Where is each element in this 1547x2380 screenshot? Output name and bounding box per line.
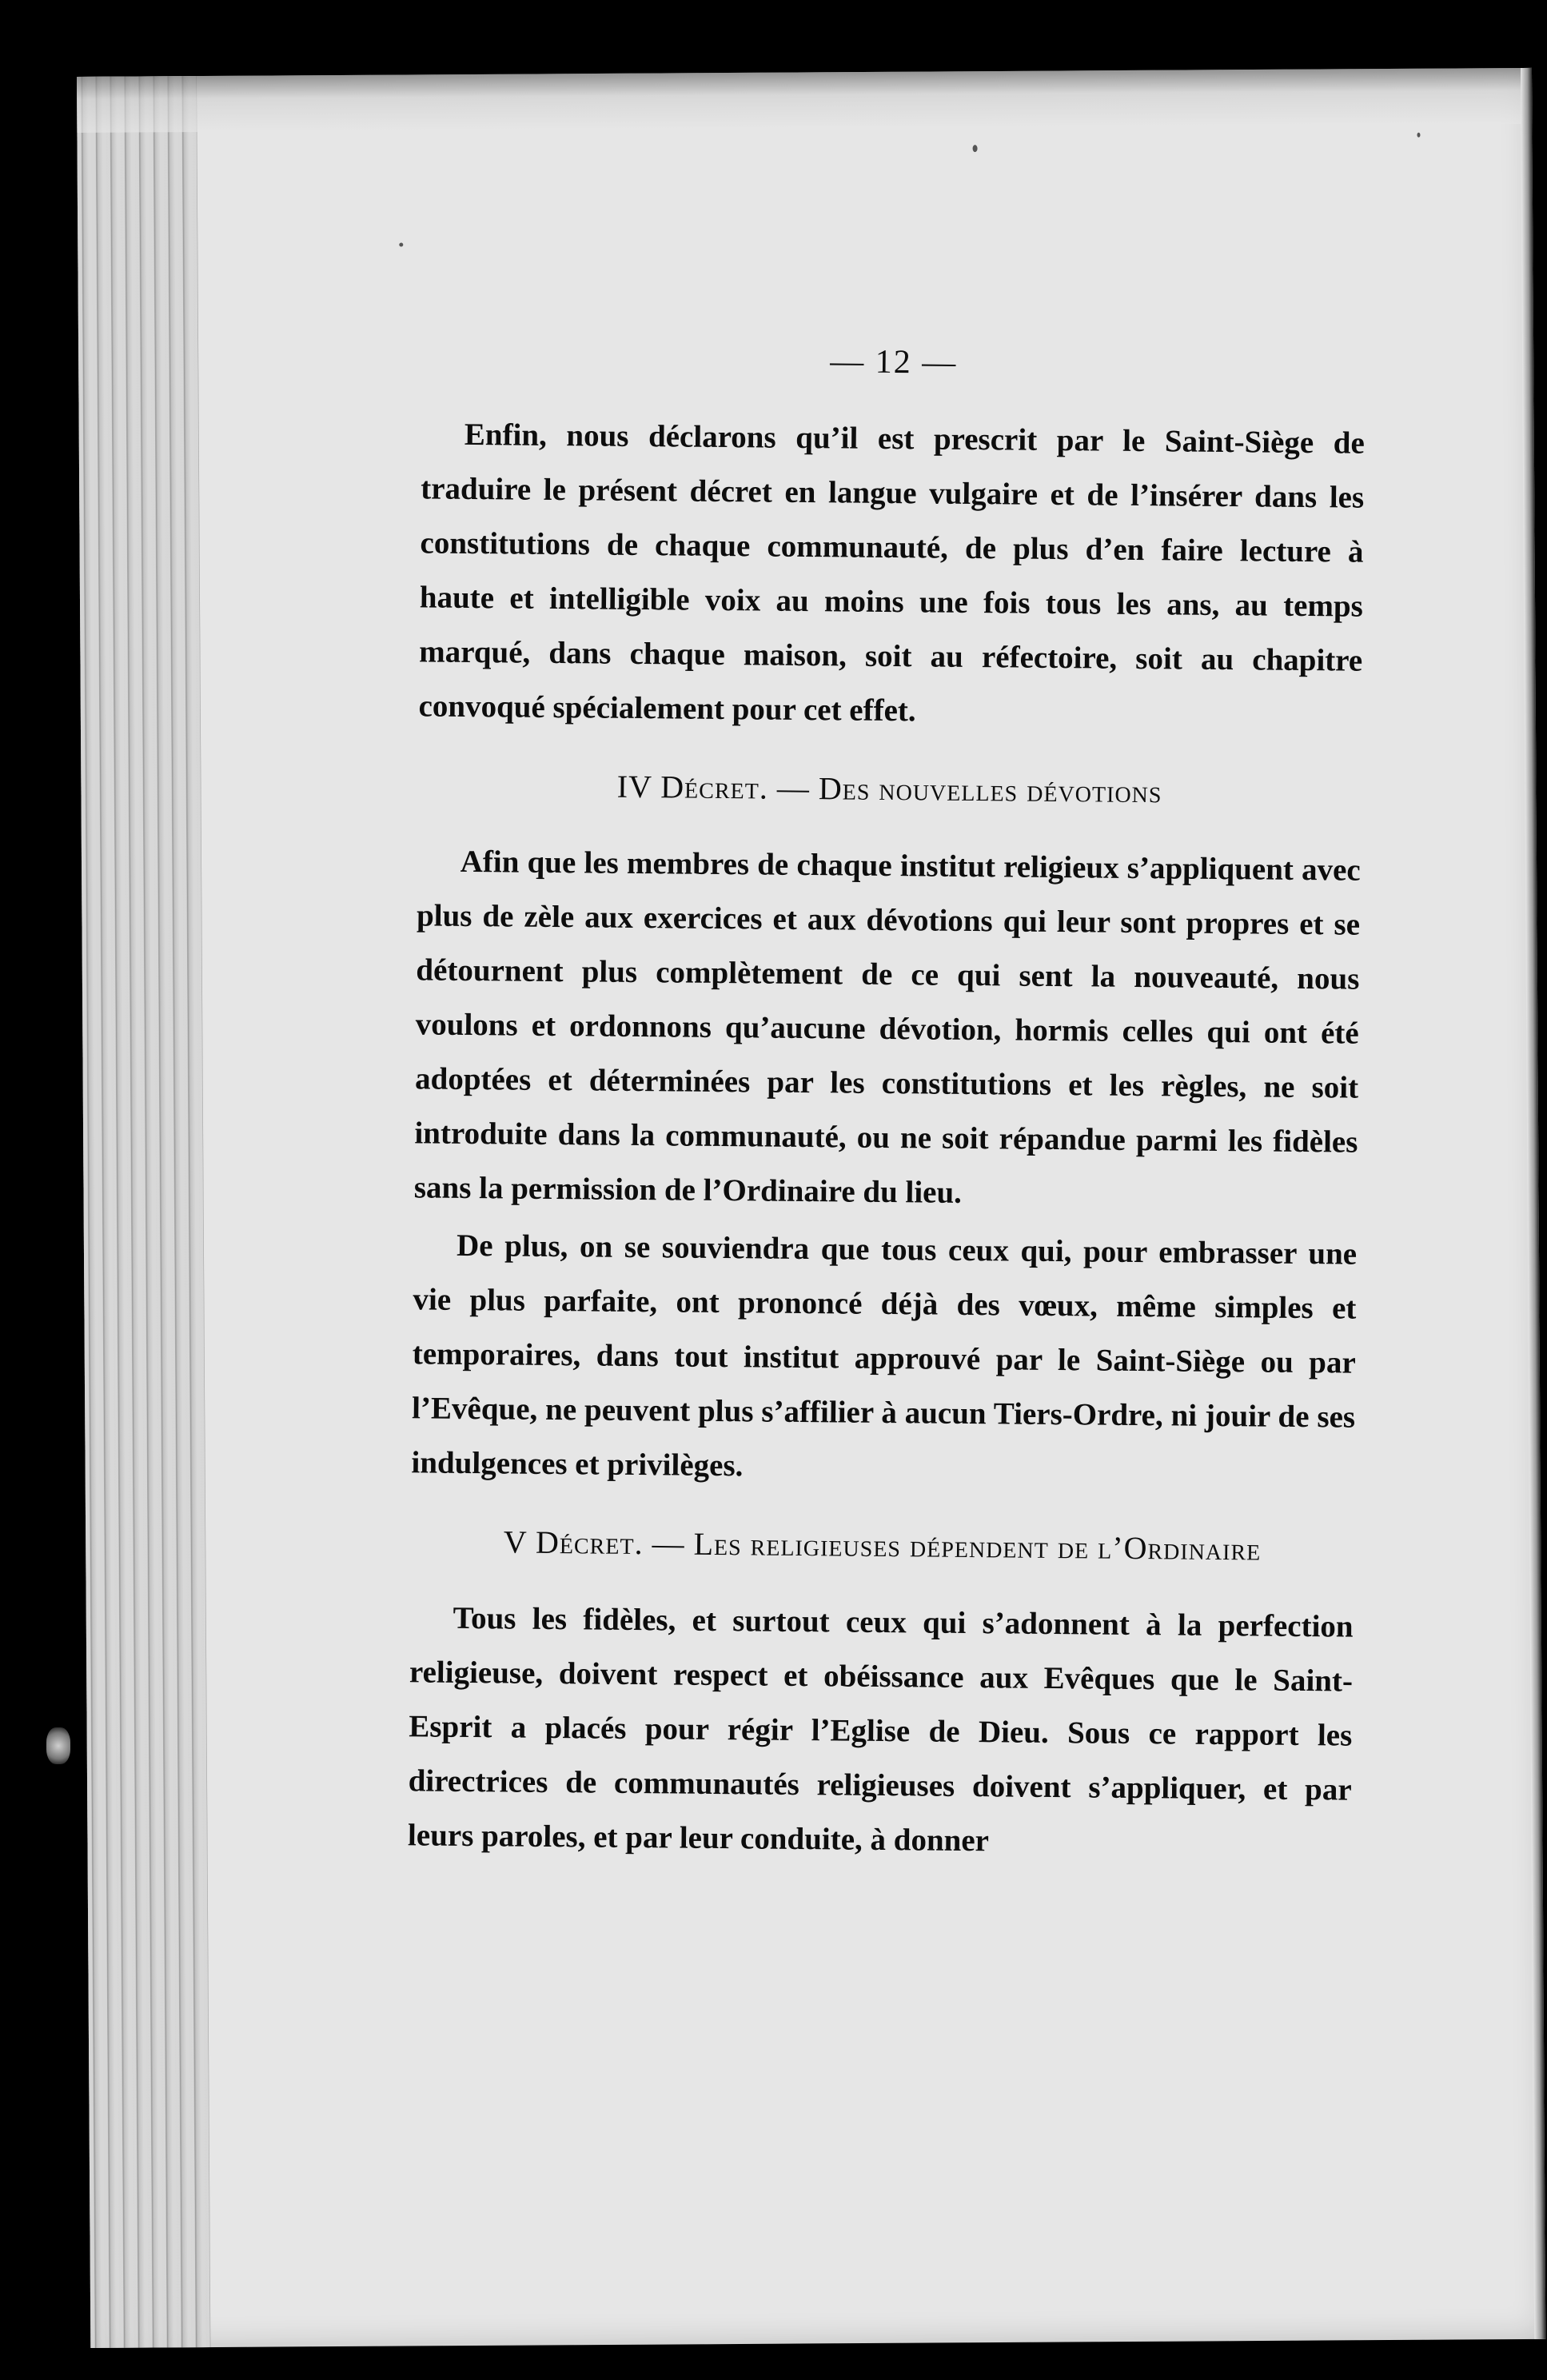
paragraph-enfin: Enfin, nous déclarons qu’il est prescrit par le Saint-Siège de traduire le présent décret en langue vulgaire et de l’insérer dans les constitutions de chaque communauté, de plus d’en faire lecture à haute et intelligible voix au moins une fois tous les ans, au temps marqué, dans chaque maison, soit au réfectoire, soit au chapitre convoqué spécialement pour cet effet. bbox=[418, 417, 1366, 729]
heading-title: Des nouvelles dévotions bbox=[818, 770, 1162, 810]
heading-title: Les religieuses dépendent de l’Ordinaire bbox=[693, 1525, 1262, 1567]
right-edge-shadow bbox=[1521, 68, 1545, 2339]
binding-clip-mark bbox=[46, 1727, 70, 1764]
paragraph-afin: Afin que les membres de chaque institut religieux s’appliquent avec plus de zèle aux exercices et aux dévotions qui leur sont propres et se détournent plus complètement de ce qui sent la nouveauté, nous voulons et ordonnons qu’aucune dévotion, hormis celles qui ont été adoptées et déterminées par les constitutions et les règles, ne soit introduite dans la communauté, ou ne soit répandue parmi les fidèles sans la permission de l’Ordinaire du lieu. bbox=[413, 844, 1361, 1210]
paper-speck bbox=[399, 243, 403, 247]
top-edge-shadow bbox=[77, 68, 1532, 133]
heading-numeral: V bbox=[503, 1523, 536, 1560]
section-heading-v bbox=[410, 1517, 1354, 1574]
paper-speck bbox=[973, 145, 978, 152]
heading-separator: . — bbox=[759, 769, 819, 807]
page-number: — 12 — bbox=[830, 343, 958, 381]
section-heading-iv bbox=[417, 761, 1362, 817]
stacked-page-edges bbox=[77, 76, 210, 2348]
paper-sheet bbox=[77, 68, 1545, 2348]
paper-speck bbox=[1417, 133, 1420, 138]
paragraph-tous: Tous les fidèles, et surtout ceux qui s’adonnent à la perfection religieuse, doivent respect et obéissance aux Evêques que le Saint-Esprit a placés pour régir l’Eglise de Dieu. Sous ce rapport les directrices de communautés religieuses doivent s’appliquer, et par leurs paroles, et par leur conduite, à donner bbox=[407, 1600, 1354, 1859]
paragraph-de-plus: De plus, on se souviendra que tous ceux qui, pour embrasser une vie plus parfaite, ont prononcé déjà des vœux, même simples et temporaires, dans tout institut approuvé par le Saint-Siège ou par l’Evêque, ne peuvent plus s’affilier à aucun Tiers-Ordre, ni jouir de ses indulgences et privilèges. bbox=[411, 1228, 1358, 1484]
heading-label: Décret bbox=[660, 769, 760, 806]
page-text-block bbox=[408, 338, 1366, 1871]
heading-numeral: IV bbox=[616, 768, 661, 805]
heading-label: Décret bbox=[535, 1523, 635, 1561]
heading-separator: . — bbox=[634, 1524, 694, 1562]
